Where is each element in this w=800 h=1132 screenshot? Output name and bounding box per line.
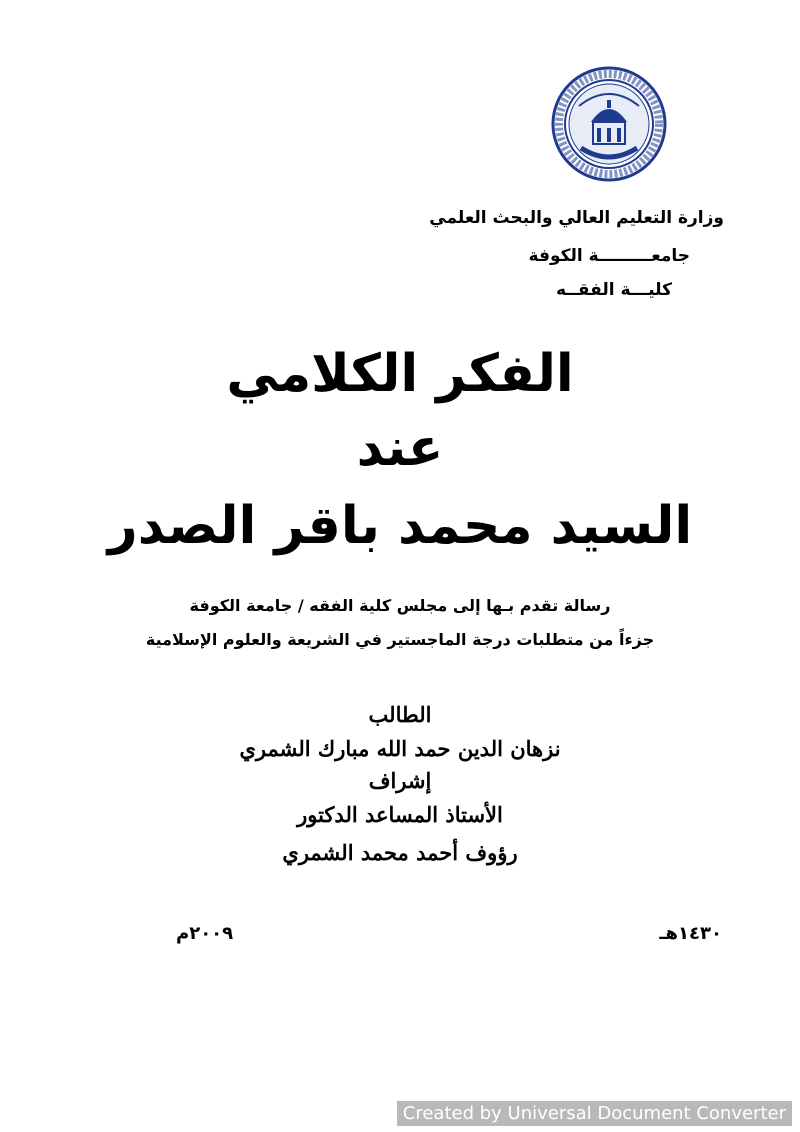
faculty-name: كليـــة الفقــه [555,280,672,300]
supervision-label: إشراف [368,768,432,793]
submission-statement: رسالة تقدم بـها إلى مجلس كلية الفقه / جامعة الكوفة [189,596,611,615]
ministry-name: وزارة التعليم العالي والبحث العلمي [429,208,724,228]
hijri-date: ١٤٣٠هـ [659,923,722,944]
supervisor-title: الأستاذ المساعد الدكتور [297,802,503,827]
student-label: الطالب [368,702,432,727]
converter-watermark: Created by Universal Document Converter [397,1101,792,1126]
university-name: جامعـــــــــة الكوفة [528,246,690,266]
thesis-title-line-2: عند [356,418,444,478]
supervisor-name: رؤوف أحمد محمد الشمري [282,840,518,865]
gregorian-date: ٢٠٠٩م [176,923,234,944]
university-seal-logo [551,66,667,182]
student-name: نزهان الدين حمد الله مبارك الشمري [239,736,561,761]
thesis-title-line-3: السيد محمد باقر الصدر [107,496,693,556]
degree-statement: جزءاً من متطلبات درجة الماجستير في الشريعة والعلوم الإسلامية [145,630,655,649]
thesis-title-line-1: الفكر الكلامي [226,344,574,404]
